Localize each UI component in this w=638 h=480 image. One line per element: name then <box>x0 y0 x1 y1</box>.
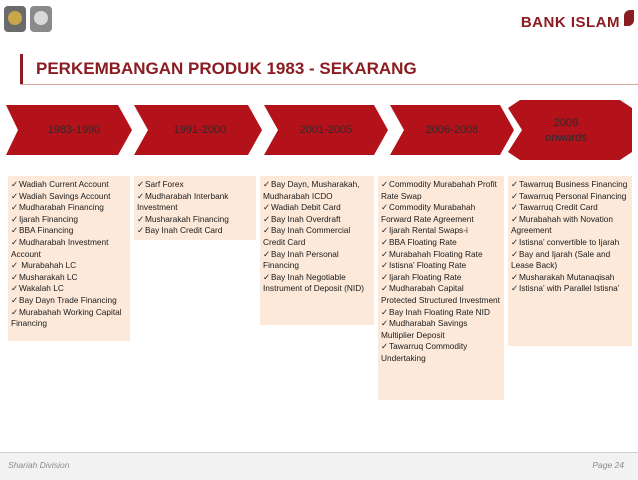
list-item: ✓Murabahah with Novation Agreement <box>511 213 614 236</box>
check-icon: ✓ <box>11 271 18 282</box>
period-label-3: 2001-2005 <box>299 124 353 136</box>
footer-division-label: Shariah Division <box>8 460 70 470</box>
list-item: ✓Murabahah Floating Rate <box>381 248 483 259</box>
footer-bar <box>0 452 638 480</box>
period-label-2: 1991-2000 <box>173 124 227 136</box>
check-icon: ✓ <box>11 294 18 305</box>
check-icon: ✓ <box>511 213 518 224</box>
check-icon: ✓ <box>11 213 18 224</box>
list-item: ✓Wakalah LC <box>11 283 64 294</box>
list-item: ✓Mudharabah Capital Protected Structured Investment <box>381 283 500 305</box>
check-icon: ✓ <box>511 271 518 282</box>
list-item: ✓Mudharabah Investment Account <box>11 236 109 259</box>
check-icon: ✓ <box>381 202 388 213</box>
check-icon: ✓ <box>137 213 144 224</box>
check-icon: ✓ <box>381 179 388 189</box>
check-icon: ✓ <box>11 306 18 317</box>
page-title: PERKEMBANGAN PRODUK 1983 - SEKARANG <box>36 59 417 78</box>
page-number: Page 24 <box>592 460 624 470</box>
list-item: ✓Mudharabah Interbank Investment <box>137 190 229 213</box>
products-column-2009-onwards <box>508 176 632 346</box>
check-icon: ✓ <box>263 213 270 224</box>
list-item: ✓Bay Dayn, Musharakah, Mudharabah ICDO <box>263 179 360 201</box>
list-item: ✓Bay Inah Commercial Credit Card <box>263 225 351 247</box>
list-item: ✓Ijarah Floating Rate <box>381 271 462 282</box>
check-icon: ✓ <box>511 236 518 247</box>
list-item: ✓Musharakah Financing <box>137 213 229 224</box>
check-icon: ✓ <box>511 190 518 201</box>
check-icon: ✓ <box>381 318 388 329</box>
list-item: ✓Istisna’ Floating Rate <box>381 260 467 271</box>
list-item: ✓Wadiah Current Account <box>11 179 109 189</box>
list-item: ✓Murabahah Working Capital Financing <box>11 306 122 329</box>
list-item: ✓Commodity Murabahah Profit Rate Swap <box>381 179 497 201</box>
products-column-2001-2005 <box>260 176 374 325</box>
check-icon: ✓ <box>137 190 144 201</box>
list-item: ✓Musharakah LC <box>11 271 78 282</box>
products-column-1991-2000 <box>134 176 256 240</box>
check-icon: ✓ <box>137 179 144 189</box>
check-icon: ✓ <box>511 283 518 294</box>
list-item: ✓Bay Inah Credit Card <box>137 225 223 236</box>
list-item: ✓Commodity Murabahah Forward Rate Agreement <box>381 202 476 224</box>
check-icon: ✓ <box>11 283 18 294</box>
check-icon: ✓ <box>137 225 144 236</box>
list-item: ✓Istisna’ convertible to Ijarah <box>511 236 620 247</box>
period-label-5: 2009 onwards <box>545 117 587 144</box>
list-item: ✓ Murabahah LC <box>11 260 77 271</box>
check-icon: ✓ <box>263 271 270 282</box>
check-icon: ✓ <box>381 248 388 259</box>
list-item: ✓Musharakah Mutanaqisah <box>511 271 615 282</box>
list-item: ✓Istisna’ with Parallel Istisna’ <box>511 283 620 294</box>
list-item: ✓Mudharabah Savings Multiplier Deposit <box>381 318 468 340</box>
check-icon: ✓ <box>11 236 18 247</box>
list-item: ✓Ijarah Financing <box>11 213 78 224</box>
list-item: ✓Bay Dayn Trade Financing <box>11 294 117 305</box>
check-icon: ✓ <box>381 271 388 282</box>
list-item: ✓Sarf Forex <box>137 179 184 189</box>
check-icon: ✓ <box>11 179 18 189</box>
check-icon: ✓ <box>263 248 270 259</box>
list-item: ✓Bay Inah Personal Financing <box>263 248 339 271</box>
list-item: ✓Wadiah Savings Account <box>11 190 111 201</box>
list-item: ✓Wadiah Debit Card <box>263 202 341 213</box>
check-icon: ✓ <box>381 306 388 317</box>
check-icon: ✓ <box>511 248 518 259</box>
check-icon: ✓ <box>511 179 518 189</box>
check-icon: ✓ <box>11 202 18 213</box>
check-icon: ✓ <box>381 225 388 236</box>
brand-logo-text: BANK ISLAM <box>520 14 620 31</box>
list-item: ✓Tawarruq Credit Card <box>511 202 598 213</box>
check-icon: ✓ <box>263 179 270 189</box>
check-icon: ✓ <box>263 225 270 236</box>
list-item: ✓Bay Inah Floating Rate NID <box>381 306 490 317</box>
list-item: ✓Bay and Ijarah (Sale and Lease Back) <box>511 248 611 271</box>
check-icon: ✓ <box>381 283 388 294</box>
check-icon: ✓ <box>263 202 270 213</box>
list-item: ✓Bay Inah Overdraft <box>263 213 341 224</box>
period-label-4: 2006-2008 <box>425 124 479 136</box>
check-icon: ✓ <box>11 260 18 271</box>
products-column-1983-1990 <box>8 176 130 341</box>
check-icon: ✓ <box>381 236 388 247</box>
check-icon: ✓ <box>511 202 518 213</box>
check-icon: ✓ <box>11 225 18 236</box>
list-item: ✓Mudharabah Financing <box>11 202 104 213</box>
check-icon: ✓ <box>11 190 18 201</box>
products-column-2006-2008 <box>378 176 504 400</box>
list-item: ✓BBA Floating Rate <box>381 236 457 247</box>
list-item: ✓Tawarruq Business Financing <box>511 179 628 189</box>
check-icon: ✓ <box>381 341 388 352</box>
list-item: ✓Tawarruq Personal Financing <box>511 190 627 201</box>
list-item: ✓Tawarruq Commodity Undertaking <box>381 341 468 363</box>
list-item: ✓Ijarah Rental Swaps-i <box>381 225 468 236</box>
period-label-1: 1983-1990 <box>47 124 101 136</box>
list-item: ✓Bay Inah Negotiable Instrument of Deposit (NID) <box>263 271 364 294</box>
list-item: ✓BBA Financing <box>11 225 74 236</box>
check-icon: ✓ <box>381 260 388 271</box>
